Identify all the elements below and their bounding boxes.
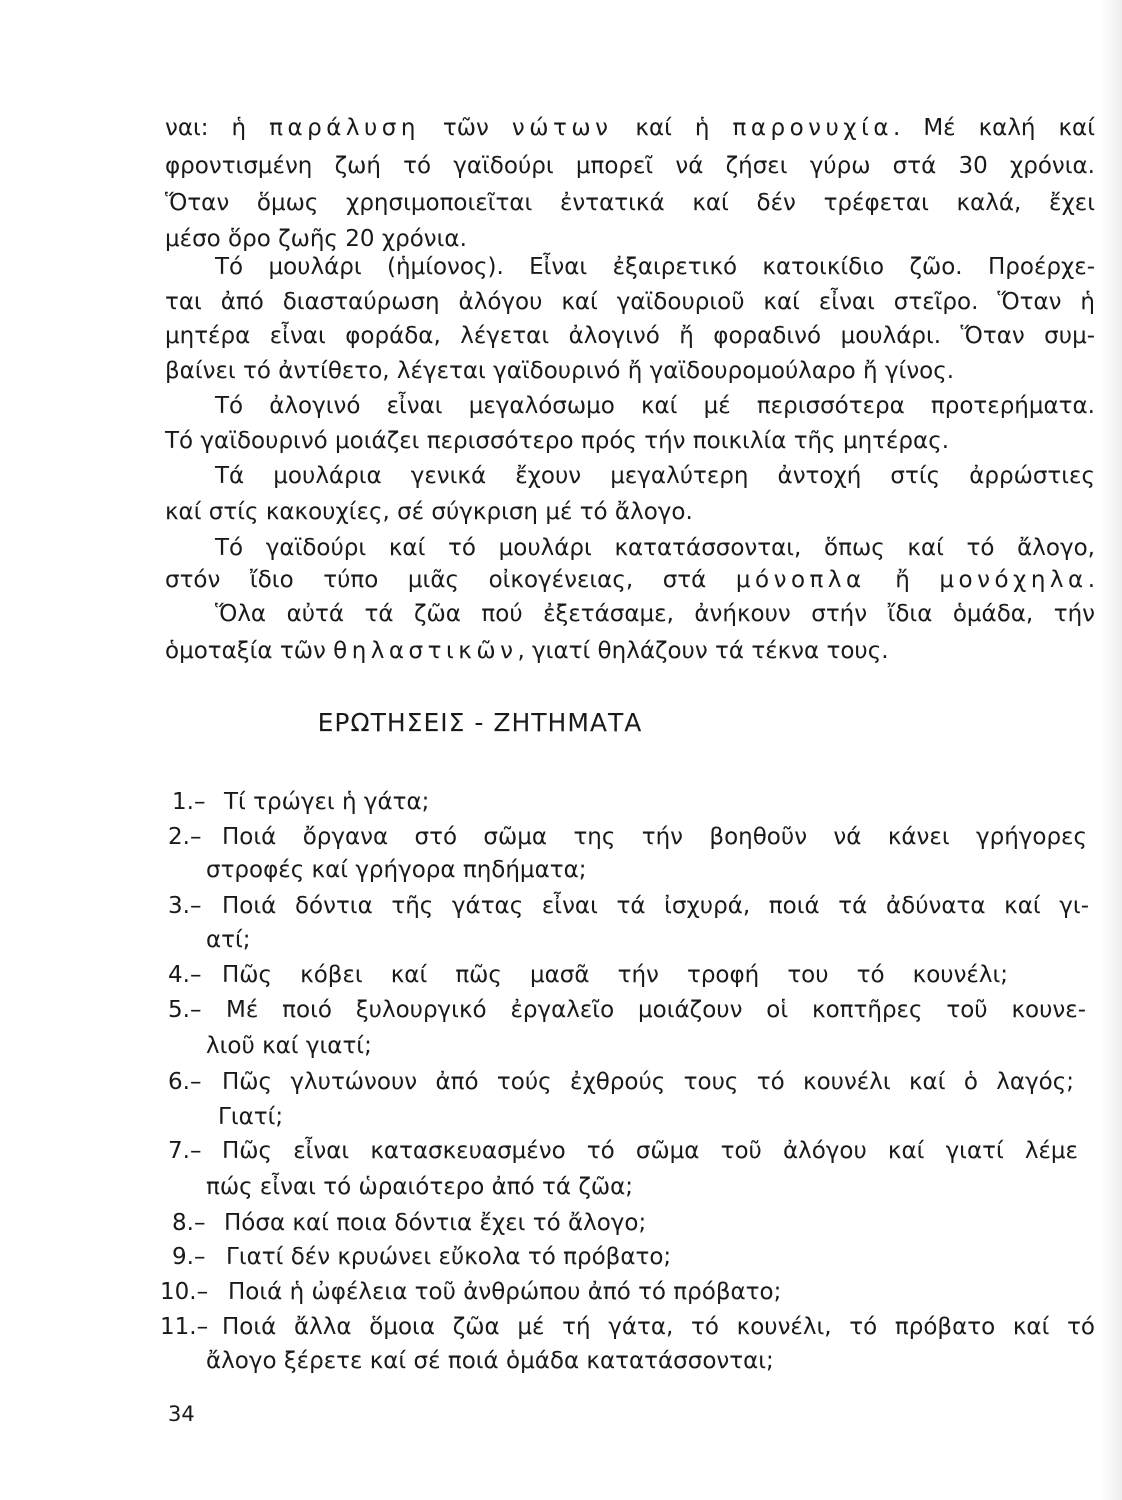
body-line-3: Ὅταν ὅμως χρησιμοποιεῖται ἐντατικά καί δέν τρέφεται καλά, ἔχει — [165, 190, 1095, 216]
body-line-4: μέσο ὅρο ζωῆς 20 χρόνια. — [165, 226, 467, 252]
emphasis-term: παρονυχία — [732, 115, 894, 141]
question-number: 1.– — [172, 789, 206, 815]
question-text-continued: ἄλογο ξέρετε καί σέ ποιά ὁμάδα κατατάσσονται; — [206, 1348, 774, 1374]
body-line-5: Τό μουλάρι (ἡμίονος). Εἶναι ἐξαιρετικό κατοικίδιο ζῶο. Προέρχε- — [215, 254, 1095, 280]
question-number: 9.– — [172, 1244, 206, 1270]
question-text: Πόσα καί ποια δόντια ἔχει τό ἄλογο; — [224, 1210, 647, 1236]
body-line-16: ὁμοταξία τῶν θηλαστικῶν, γιατί θηλάζουν τά τέκνα τους. — [165, 638, 889, 664]
question-number: 2.– — [168, 824, 202, 850]
body-line-6: ται ἀπό διασταύρωση ἀλόγου καί γαϊδουριοῦ καί εἶναι στεῖρο. Ὅταν ἡ — [165, 289, 1095, 315]
question-text: Τί τρώγει ἡ γάτα; — [224, 789, 430, 815]
body-line-11: Τά μουλάρια γενικά ἔχουν μεγαλύτερη ἀντοχή στίς ἀρρώστιες — [215, 463, 1095, 489]
emphasis-term: μόνοπλα — [735, 567, 866, 593]
question-text-continued: πώς εἶναι τό ὡραιότερο ἀπό τά ζῶα; — [206, 1174, 633, 1200]
question-text: Πῶς κόβει καί πῶς μασᾶ τήν τροφή του τό κουνέλι; — [222, 962, 1008, 988]
question-text-continued: ατί; — [206, 927, 251, 953]
body-line-10: Τό γαϊδουρινό μοιάζει περισσότερο πρός τήν ποικιλία τῆς μητέρας. — [165, 428, 949, 454]
question-text-continued: λιοῦ καί γιατί; — [206, 1033, 372, 1059]
question-text: Μέ ποιό ξυλουργικό ἐργαλεῖο μοιάζουν οἱ κοπτῆρες τοῦ κουνε- — [226, 997, 1086, 1023]
question-number: 5.– — [168, 997, 202, 1023]
question-number: 6.– — [168, 1069, 202, 1095]
body-line-12: καί στίς κακουχίες, σέ σύγκριση μέ τό ἄλογο. — [165, 499, 693, 525]
question-text: Γιατί δέν κρυώνει εὔκολα τό πρόβατο; — [226, 1244, 672, 1270]
question-text-continued: στροφές καί γρήγορα πηδήματα; — [206, 857, 587, 883]
question-text: Ποιά ἄλλα ὅμοια ζῶα μέ τή γάτα, τό κουνέλι, τό πρόβατο καί τό — [222, 1314, 1095, 1340]
section-heading: ΕΡΩΤΗΣΕΙΣ - ΖΗΤΗΜΑΤΑ — [317, 708, 643, 737]
question-text: Ποιά δόντια τῆς γάτας εἶναι τά ἰσχυρά, ποιά τά ἀδύνατα καί γι- — [222, 893, 1089, 919]
question-text: Ποιά ἡ ὠφέλεια τοῦ ἀνθρώπου ἀπό τό πρόβατο; — [228, 1279, 782, 1305]
emphasis-term: νώτων — [511, 115, 613, 141]
emphasis-term: θηλαστικῶν — [333, 638, 518, 664]
question-number: 7.– — [168, 1138, 202, 1164]
question-number: 10.– — [160, 1279, 209, 1305]
question-text-continued: Γιατί; — [218, 1104, 284, 1130]
page-number: 34 — [168, 1402, 195, 1426]
question-text: Ποιά ὄργανα στό σῶμα της τήν βοηθοῦν νά κάνει γρήγορες — [222, 824, 1087, 850]
question-text: Πῶς γλυτώνουν ἀπό τούς ἐχθρούς τους τό κουνέλι καί ὁ λαγός; — [222, 1069, 1074, 1095]
body-line-14: στόν ἴδιο τύπο μιᾶς οἰκογένειας, στά μόνοπλα ἤ μονόχηλα. — [165, 567, 1095, 593]
body-line-9: Τό ἀλογινό εἶναι μεγαλόσωμο καί μέ περισσότερα προτερήματα. — [215, 393, 1095, 419]
page-edge-shadow — [1100, 0, 1122, 1500]
body-line-7: μητέρα εἶναι φοράδα, λέγεται ἀλογινό ἤ φοραδινό μουλάρι. Ὅταν συμ- — [165, 323, 1095, 349]
question-number: 8.– — [172, 1210, 206, 1236]
emphasis-term: παράλυση — [269, 115, 420, 141]
body-line-13: Τό γαϊδούρι καί τό μουλάρι κατατάσσονται, ὅπως καί τό ἄλογο, — [215, 535, 1095, 561]
body-line-2: φροντισμένη ζωή τό γαϊδούρι μπορεῖ νά ζήσει γύρω στά 30 χρόνια. — [165, 153, 1095, 179]
body-line-1: ναι: ἡ παράλυση τῶν νώτων καί ἡ παρονυχία. Μέ καλή καί — [165, 115, 1095, 141]
question-number: 3.– — [168, 893, 202, 919]
question-number: 4.– — [168, 962, 202, 988]
body-line-8: βαίνει τό ἀντίθετο, λέγεται γαϊδουρινό ἤ γαϊδουρομούλαρο ἤ γίνος. — [165, 358, 955, 384]
question-text: Πῶς εἶναι κατασκευασμένο τό σῶμα τοῦ ἀλόγου καί γιατί λέμε — [222, 1138, 1078, 1164]
emphasis-term: μονόχηλα — [939, 567, 1088, 593]
body-line-15: Ὅλα αὐτά τά ζῶα πού ἐξετάσαμε, ἀνήκουν στήν ἴδια ὁμάδα, τήν — [215, 601, 1095, 627]
question-number: 11.– — [160, 1314, 209, 1340]
